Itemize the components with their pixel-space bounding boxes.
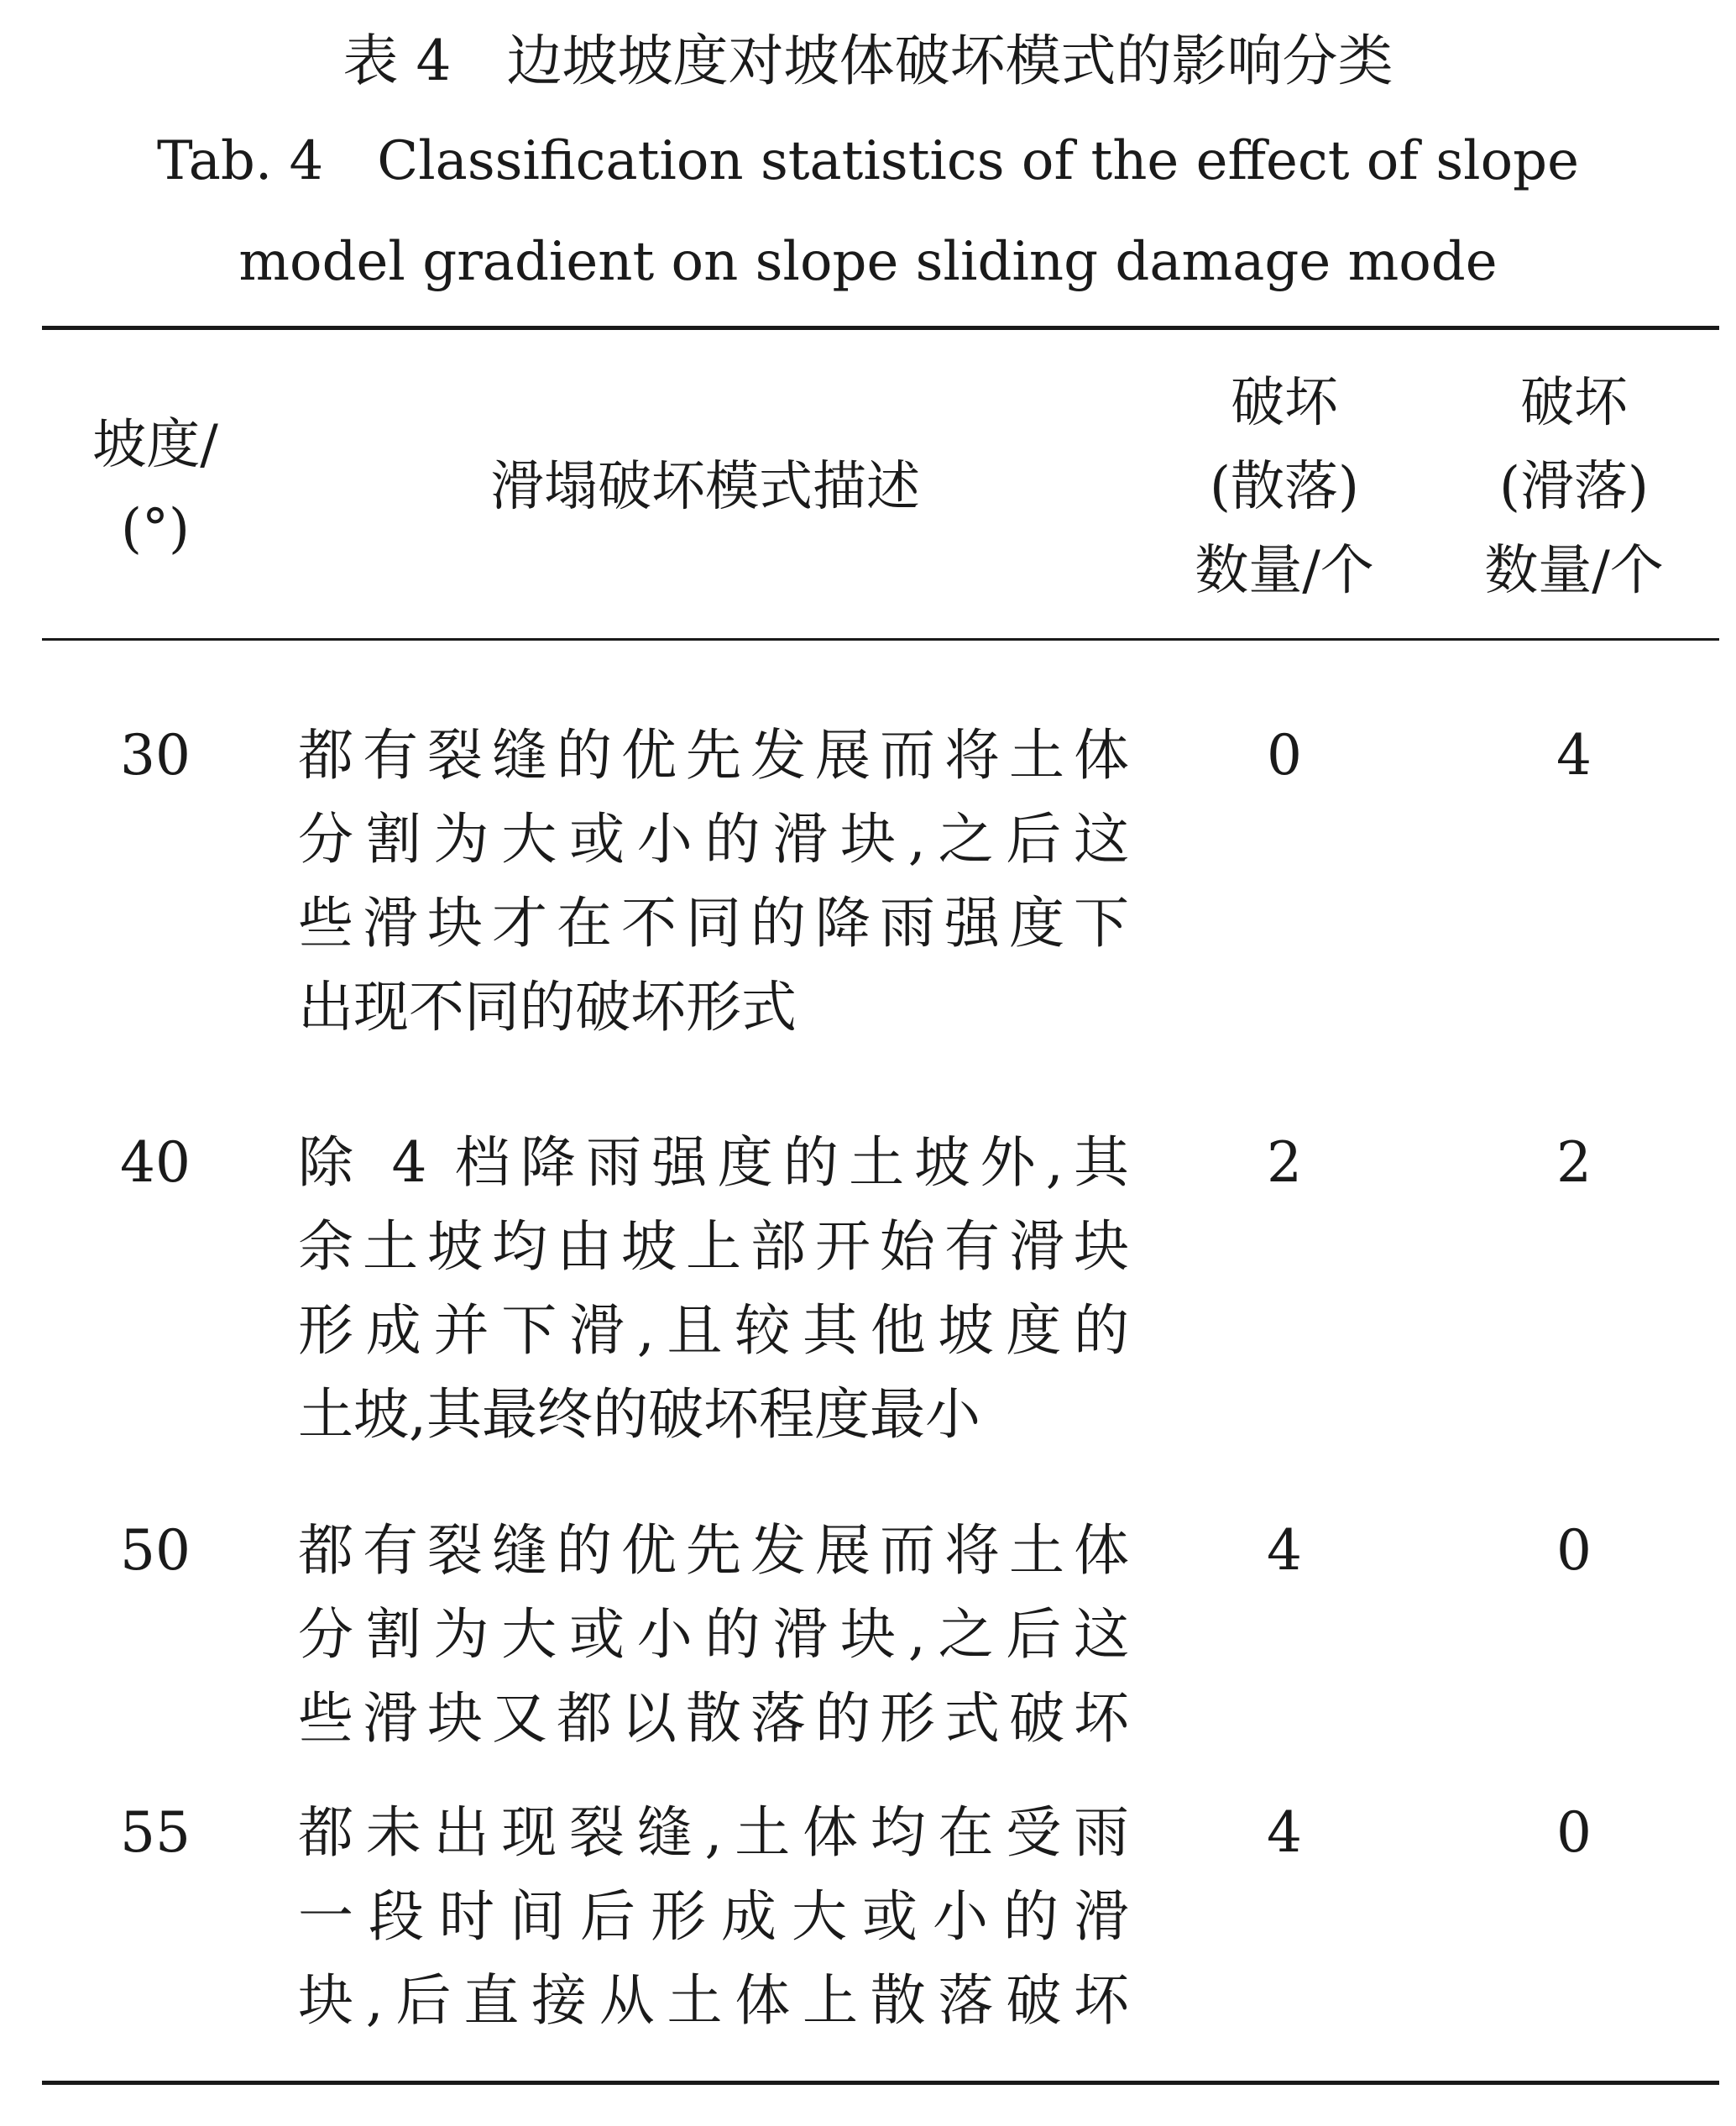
table-top-rule <box>42 326 1719 330</box>
description-line: 块,后直接从土体上散落破坏 <box>298 1968 1129 2033</box>
header-slide-line: 数量/个 <box>1484 540 1664 602</box>
table-cell-scatter-count: 0 <box>1267 723 1302 788</box>
table-caption-chinese: 表 4 边坡坡度对坡体破坏模式的影响分类 <box>342 29 1394 93</box>
description-line: 土坡,其最终的破坏程度最小 <box>298 1382 980 1447</box>
description-line: 形成并下滑,且较其他坡度的 <box>298 1298 1129 1363</box>
table-caption-english-line-2: model gradient on slope sliding damage mode <box>238 231 1498 293</box>
table-cell-scatter-count: 2 <box>1267 1130 1302 1195</box>
description-line: 除 4 档降雨强度的土坡外,其 <box>298 1130 1129 1195</box>
description-line: 都有裂缝的优先发展而将土体 <box>298 1518 1129 1583</box>
description-line: 出现不同的破坏形式 <box>298 975 797 1039</box>
header-scatter-line: 数量/个 <box>1195 540 1374 602</box>
table-cell-description <box>298 1509 1129 1761</box>
table-cell-description <box>298 714 1129 1050</box>
table-cell-scatter-count: 4 <box>1267 1800 1302 1865</box>
table-bottom-rule <box>42 2081 1719 2085</box>
table-cell-slide-count: 0 <box>1556 1518 1592 1583</box>
table-cell-slope: 40 <box>120 1130 191 1195</box>
header-slide-count <box>1444 361 1704 613</box>
table-header-rule <box>42 638 1719 641</box>
header-slope-unit: (°) <box>121 498 190 560</box>
table-cell-slope: 55 <box>120 1800 191 1865</box>
header-slide-line: 破坏 <box>1520 372 1628 434</box>
table-cell-slide-count: 2 <box>1556 1130 1592 1195</box>
table-caption-english-line-1: Tab. 4 Classification statistics of the effect of slope <box>156 130 1580 192</box>
table-cell-scatter-count: 4 <box>1267 1518 1302 1583</box>
description-line: 一段时间后形成大或小的滑 <box>298 1884 1129 1949</box>
description-line: 分割为大或小的滑块,之后这 <box>298 1602 1129 1667</box>
description-line: 分割为大或小的滑块,之后这 <box>298 807 1129 872</box>
header-slope <box>50 403 260 571</box>
description-line: 些滑块又都以散落的形式破坏 <box>298 1686 1129 1751</box>
table-cell-description <box>298 1791 1129 2043</box>
table-cell-slope: 50 <box>120 1518 191 1583</box>
header-scatter-count <box>1158 361 1410 613</box>
description-line: 都未出现裂缝,土体均在受雨 <box>298 1800 1129 1865</box>
table-cell-slope: 30 <box>120 723 191 788</box>
description-line: 都有裂缝的优先发展而将土体 <box>298 723 1129 788</box>
header-slope-line: 坡度/ <box>92 414 218 476</box>
table-cell-slide-count: 4 <box>1556 723 1592 788</box>
description-line: 余土坡均由坡上部开始有滑块 <box>298 1214 1129 1279</box>
table-cell-description <box>298 1121 1129 1457</box>
header-scatter-line: (散落) <box>1210 456 1359 518</box>
header-description: 滑塌破坏模式描述 <box>490 456 920 518</box>
header-slide-line: (滑落) <box>1499 456 1649 518</box>
description-line: 些滑块才在不同的降雨强度下 <box>298 891 1129 956</box>
table-cell-slide-count: 0 <box>1556 1800 1592 1865</box>
header-scatter-line: 破坏 <box>1231 372 1338 434</box>
